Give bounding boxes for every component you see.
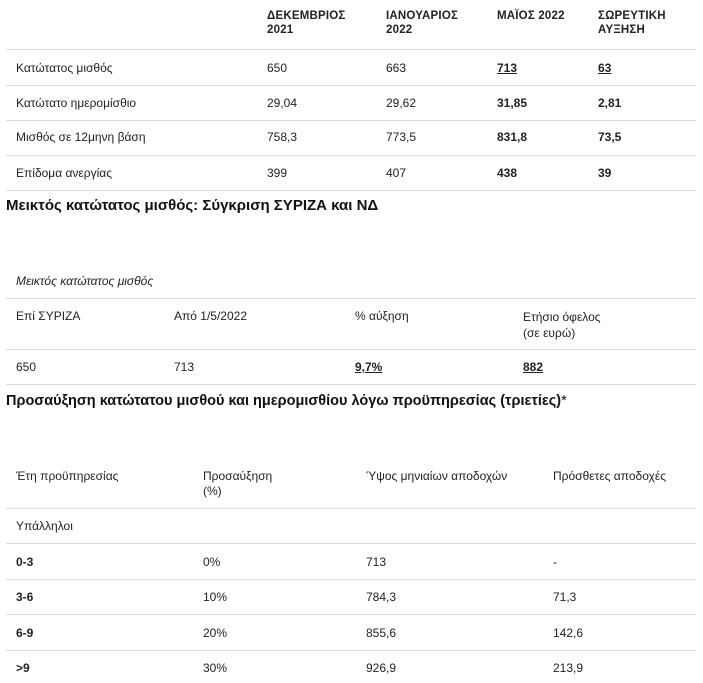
divider bbox=[6, 49, 696, 50]
cell: 29,62 bbox=[386, 96, 417, 110]
header-from-date: Από 1/5/2022 bbox=[174, 309, 248, 323]
cell: 713 bbox=[366, 555, 387, 569]
divider bbox=[6, 120, 696, 121]
cell: 855,6 bbox=[366, 626, 397, 640]
row-label: Κατώτατος μισθός bbox=[16, 61, 113, 75]
cell: 663 bbox=[386, 61, 407, 75]
cell: 713 bbox=[497, 61, 518, 75]
header-percent-increase: % αύξηση bbox=[355, 309, 409, 323]
divider bbox=[6, 155, 696, 156]
cell: 71,3 bbox=[553, 590, 577, 604]
divider bbox=[6, 384, 696, 385]
row-label: Μισθός σε 12μηνη βάση bbox=[16, 130, 146, 144]
divider bbox=[6, 190, 696, 191]
row-label: Επίδομα ανεργίας bbox=[16, 166, 112, 180]
cell: 73,5 bbox=[598, 130, 622, 144]
cell: 882 bbox=[523, 360, 544, 374]
header-syriza: Επί ΣΥΡΙΖΑ bbox=[16, 309, 81, 323]
cell: 30% bbox=[203, 661, 228, 675]
section-title-comparison: Μεικτός κατώτατος μισθός: Σύγκριση ΣΥΡΙΖΑ και ΝΔ bbox=[6, 197, 379, 214]
header-jan-2022: ΙΑΝΟΥΑΡΙΟΣ 2022 bbox=[386, 10, 459, 36]
cell: - bbox=[553, 555, 557, 569]
cell: 438 bbox=[497, 166, 518, 180]
header-annual-benefit: Ετήσιο όφελος (σε ευρώ) bbox=[523, 310, 601, 340]
cell: 399 bbox=[267, 166, 288, 180]
cell: 784,3 bbox=[366, 590, 397, 604]
row-label: Κατώτατο ημερομίσθιο bbox=[16, 96, 137, 110]
cell: 0-3 bbox=[16, 555, 34, 569]
footnote-mark: * bbox=[561, 393, 567, 409]
cell: 10% bbox=[203, 590, 228, 604]
divider bbox=[6, 508, 696, 509]
divider bbox=[6, 298, 696, 299]
divider bbox=[6, 349, 696, 350]
cell: 213,9 bbox=[553, 661, 584, 675]
table-caption: Μεικτός κατώτατος μισθός bbox=[16, 274, 154, 288]
cell: 650 bbox=[267, 61, 288, 75]
divider bbox=[6, 579, 696, 580]
divider bbox=[6, 614, 696, 615]
cell: >9 bbox=[16, 661, 30, 675]
divider bbox=[6, 543, 696, 544]
group-label: Υπάλληλοι bbox=[16, 519, 73, 533]
cell: 2,81 bbox=[598, 96, 622, 110]
cell: 20% bbox=[203, 626, 228, 640]
header-dec-2021: ΔΕΚΕΜΒΡΙΟΣ 2021 bbox=[267, 10, 346, 36]
header-increase-pct: Προσαύξηση (%) bbox=[203, 469, 273, 498]
cell: 831,8 bbox=[497, 130, 528, 144]
cell: 29,04 bbox=[267, 96, 298, 110]
cell: 39 bbox=[598, 166, 612, 180]
cell: 0% bbox=[203, 555, 221, 569]
cell: 31,85 bbox=[497, 96, 528, 110]
cell: 142,6 bbox=[553, 626, 584, 640]
cell: 773,5 bbox=[386, 130, 417, 144]
header-may-2022: ΜΑΪΟΣ 2022 bbox=[497, 10, 565, 22]
header-years: Έτη προϋπηρεσίας bbox=[16, 469, 119, 483]
cell: 713 bbox=[174, 360, 195, 374]
header-monthly-pay: Ύψος μηνιαίων αποδοχών bbox=[366, 469, 508, 483]
cell: 926,9 bbox=[366, 661, 397, 675]
cell: 650 bbox=[16, 360, 37, 374]
divider bbox=[6, 650, 696, 651]
cell: 9,7% bbox=[355, 360, 383, 374]
cell: 407 bbox=[386, 166, 407, 180]
cell: 63 bbox=[598, 61, 612, 75]
divider bbox=[6, 85, 696, 86]
header-cumulative-increase: ΣΩΡΕΥΤΙΚΗ ΑΥΞΗΣΗ bbox=[598, 10, 666, 36]
header-extra-pay: Πρόσθετες αποδοχές bbox=[553, 469, 666, 483]
section-title-text: Προσαύξηση κατώτατου μισθού και ημερομισθίου λόγω προϋπηρεσίας (τριετίες) bbox=[6, 393, 562, 409]
cell: 758,3 bbox=[267, 130, 298, 144]
cell: 3-6 bbox=[16, 590, 34, 604]
section-title-seniority bbox=[6, 392, 567, 410]
cell: 6-9 bbox=[16, 626, 34, 640]
